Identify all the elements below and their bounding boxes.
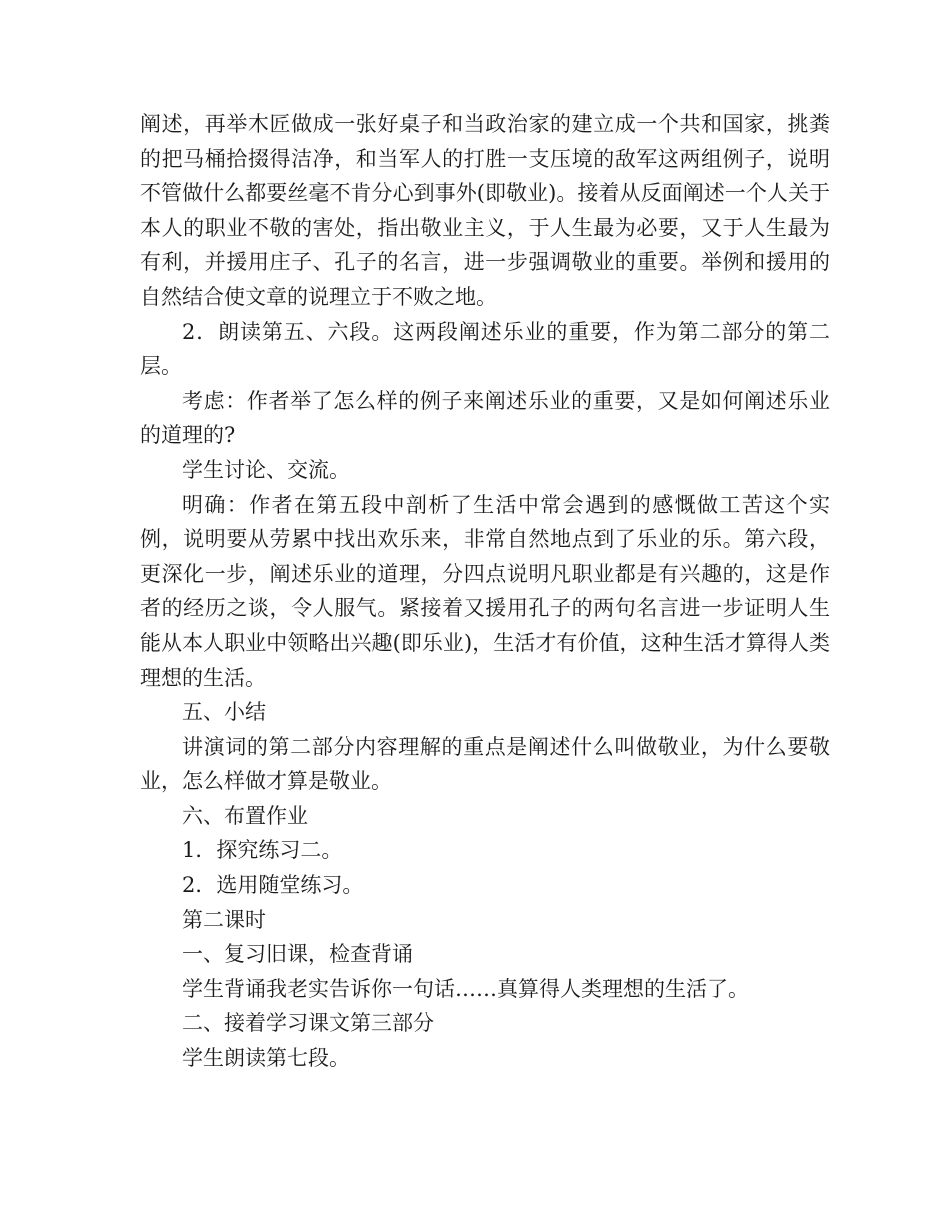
paragraph-13: 学生背诵我老实告诉你一句话……真算得人类理想的生活了。	[182, 976, 749, 1001]
paragraph-5: 明确：作者在第五段中剖析了生活中常会遇到的感慨做工苦这个实例，说明要从劳累中找出欢乐来，非常自然地点到了乐业的乐。第六段，更深化一步，阐述乐业的道理，分四点说明凡职业都是有兴趣的，这是作者的经历之谈，令人服气。紧接着又援用孔子的两句名言进一步证明人生能从本人职业中领略出兴趣(即乐业)，生活才有价值，这种生活才算得人类理想的生活。	[140, 492, 830, 690]
lesson-heading: 第二课时	[182, 907, 266, 932]
section-heading-review: 一、复习旧课，检查背诵	[182, 942, 413, 967]
paragraph-1: 阐述，再举木匠做成一张好桌子和当政治家的建立成一个共和国家，挑粪的把马桶拾掇得洁净，和当军人的打胜一支压境的敌军这两组例子，说明不管做什么都要丝毫不肯分心到事外(即敬业)。接着从反面阐述一个人关于本人的职业不敬的害处，指出敬业主义，于人生最为必要，又于人生最为有利，并援用庄子、孔子的名言，进一步强调敬业的重要。举例和援用的自然结合使文章的说理立于不败之地。	[140, 112, 830, 309]
paragraph-2: 2．朗读第五、六段。这两段阐述乐业的重要，作为第二部分的第二层。	[140, 319, 830, 379]
homework-item-1: 1．探究练习二。	[182, 838, 343, 863]
section-heading-summary: 五、小结	[182, 700, 266, 725]
paragraph-7: 讲演词的第二部分内容理解的重点是阐述什么叫做敬业，为什么要敬业，怎么样做才算是敬业。	[140, 734, 830, 794]
paragraph-15: 学生朗读第七段。	[182, 1046, 350, 1071]
paragraph-4: 学生讨论、交流。	[182, 457, 350, 482]
paragraph-3: 考虑：作者举了怎么样的例子来阐述乐业的重要，又是如何阐述乐业的道理的?	[140, 388, 830, 448]
document-body	[140, 107, 830, 1076]
section-heading-homework: 六、布置作业	[182, 803, 308, 828]
section-heading-part-three: 二、接着学习课文第三部分	[182, 1011, 434, 1036]
homework-item-2: 2．选用随堂练习。	[182, 873, 364, 898]
